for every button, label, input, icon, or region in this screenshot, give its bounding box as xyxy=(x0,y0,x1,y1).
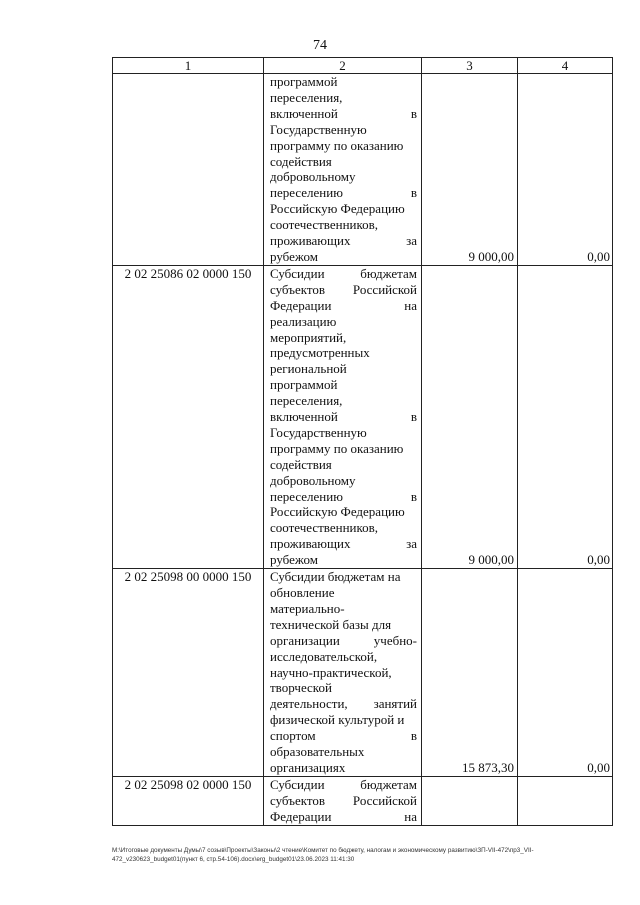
description-word: спортом xyxy=(270,728,316,744)
description-line xyxy=(270,649,417,665)
description-word: Российской xyxy=(352,281,417,297)
description-word: в xyxy=(410,185,417,201)
description-word: Государственную xyxy=(270,121,367,137)
description-word: реализацию xyxy=(270,313,337,329)
description-word: добровольному xyxy=(270,472,356,488)
description-word: включенной xyxy=(270,409,338,425)
description-line xyxy=(270,601,417,617)
budget-code-cell: 2 02 25086 02 0000 150 xyxy=(113,265,264,568)
description-line xyxy=(270,393,417,409)
description-word: Субсидии xyxy=(270,776,325,792)
description-word: субъектов xyxy=(270,281,326,297)
description-word: в xyxy=(410,409,417,425)
description-word: переселения, xyxy=(270,393,343,409)
page-number: 74 xyxy=(313,38,327,53)
description-word: включенной xyxy=(270,105,338,121)
description-line xyxy=(270,282,417,298)
description-word: мероприятий, xyxy=(270,329,347,345)
header-col-2: 2 xyxy=(264,58,422,74)
table-row xyxy=(113,265,613,568)
description-line xyxy=(270,536,417,552)
amount-col4-cell: 0,00 xyxy=(518,74,613,266)
description-line xyxy=(270,425,417,441)
description-line xyxy=(270,809,417,825)
description-line xyxy=(270,201,417,217)
description-word: исследовательской, xyxy=(270,648,378,664)
description-word: в xyxy=(410,488,417,504)
description-line xyxy=(270,185,417,201)
amount-col3-cell: 9 000,00 xyxy=(422,265,518,568)
description-word: проживающих xyxy=(270,536,351,552)
description-line xyxy=(270,169,417,185)
description-line xyxy=(270,90,417,106)
description-cell xyxy=(264,265,422,568)
description-word: обновление xyxy=(270,585,335,600)
description-line xyxy=(270,330,417,346)
description-line xyxy=(270,266,417,282)
description-word: деятельности, xyxy=(270,696,348,712)
description-line xyxy=(270,712,417,728)
description-word: Государственную xyxy=(270,424,367,440)
description-line xyxy=(270,665,417,681)
description-line xyxy=(270,489,417,505)
budget-table xyxy=(112,57,613,826)
description-word: Федерации xyxy=(270,297,332,313)
description-word: программу по оказанию xyxy=(270,440,404,456)
table-row xyxy=(113,776,613,825)
table-header-row xyxy=(113,58,613,74)
description-line xyxy=(270,233,417,249)
table-row xyxy=(113,74,613,266)
description-line xyxy=(270,696,417,712)
description-line xyxy=(270,744,417,760)
amount-col3-cell xyxy=(422,776,518,825)
description-word: Субсидии xyxy=(270,265,325,281)
file-path-footer xyxy=(112,847,614,864)
description-line xyxy=(270,74,417,90)
description-word: субъектов xyxy=(270,792,326,808)
description-word: переселению xyxy=(270,488,343,504)
description-line xyxy=(270,409,417,425)
description-word: региональной xyxy=(270,361,347,377)
description-line xyxy=(270,154,417,170)
description-word: соотечественников, xyxy=(270,217,379,233)
description-word: физической культурой и xyxy=(270,712,405,728)
description-word: Российской xyxy=(352,792,417,808)
header-col-3: 3 xyxy=(422,58,518,74)
description-word: переселения, xyxy=(270,89,343,105)
description-line xyxy=(270,138,417,154)
description-line xyxy=(270,777,417,793)
description-line xyxy=(270,473,417,489)
description-word: Субсидии бюджетам на xyxy=(270,569,401,585)
description-line xyxy=(270,122,417,138)
description-word: бюджетам xyxy=(360,265,417,281)
description-line xyxy=(270,617,417,633)
description-word: творческой xyxy=(270,680,332,696)
budget-code-cell: 2 02 25098 02 0000 150 xyxy=(113,776,264,825)
description-word: добровольному xyxy=(270,169,356,185)
description-line xyxy=(270,457,417,473)
description-line xyxy=(270,298,417,314)
description-word: в xyxy=(410,728,417,744)
description-word: учебно- xyxy=(373,632,417,648)
description-word: Российскую Федерацию xyxy=(270,504,405,520)
description-word: соотечественников, xyxy=(270,520,379,536)
description-line xyxy=(270,345,417,361)
description-word: образовательных xyxy=(270,744,365,760)
description-line xyxy=(270,249,417,265)
description-word: рубежом xyxy=(270,552,319,568)
amount-col3-cell: 15 873,30 xyxy=(422,569,518,777)
table-body xyxy=(113,74,613,826)
description-word: научно-практической, xyxy=(270,664,392,680)
description-word: организации xyxy=(270,632,340,648)
description-line xyxy=(270,569,417,585)
description-word: переселению xyxy=(270,185,343,201)
description-word: Российскую Федерацию xyxy=(270,201,405,217)
description-line xyxy=(270,361,417,377)
description-word: занятий xyxy=(373,696,417,712)
description-word: технической базы для xyxy=(270,616,392,632)
description-word: бюджетам xyxy=(360,776,417,792)
amount-col4-cell: 0,00 xyxy=(518,265,613,568)
description-line xyxy=(270,441,417,457)
description-cell xyxy=(264,74,422,266)
description-word: на xyxy=(404,808,417,824)
description-line xyxy=(270,520,417,536)
description-line xyxy=(270,377,417,393)
description-word: за xyxy=(406,536,417,552)
amount-col4-cell xyxy=(518,776,613,825)
footer-line-2: 472_v230623_budget01(пункт 6, стр.54-106).docx\erg_budget01\23.06.2023 11:41:30 xyxy=(112,855,355,863)
description-line xyxy=(270,760,417,776)
description-line xyxy=(270,217,417,233)
amount-col4-cell: 0,00 xyxy=(518,569,613,777)
description-line xyxy=(270,106,417,122)
header-col-4: 4 xyxy=(518,58,613,74)
description-word: проживающих xyxy=(270,233,351,249)
description-word: организациях xyxy=(270,759,346,775)
description-word: содействия xyxy=(270,456,332,472)
description-word: за xyxy=(406,233,417,249)
description-line xyxy=(270,680,417,696)
description-cell xyxy=(264,776,422,825)
description-word: программой xyxy=(270,74,338,89)
description-word: программу по оказанию xyxy=(270,137,404,153)
description-word: рубежом xyxy=(270,248,319,264)
description-word: программой xyxy=(270,377,338,393)
footer-line-1: M:\Итоговые документы Думы\7 созыв\Проекты\Законы\2 чтение\Комитет по бюджету, налогам и экономическому развитию\ЗП-VII-472\пр3_VII- xyxy=(112,847,534,854)
description-word: на xyxy=(404,297,417,313)
description-line xyxy=(270,314,417,330)
table-row xyxy=(113,569,613,777)
header-col-1: 1 xyxy=(113,58,264,74)
description-line xyxy=(270,504,417,520)
description-line xyxy=(270,728,417,744)
description-word: содействия xyxy=(270,153,332,169)
budget-code-cell xyxy=(113,74,264,266)
budget-code-cell: 2 02 25098 00 0000 150 xyxy=(113,569,264,777)
amount-col3-cell: 9 000,00 xyxy=(422,74,518,266)
description-line xyxy=(270,552,417,568)
description-word: в xyxy=(410,105,417,121)
description-line xyxy=(270,633,417,649)
description-line xyxy=(270,585,417,601)
description-word: материально- xyxy=(270,600,345,616)
description-cell xyxy=(264,569,422,777)
description-line xyxy=(270,793,417,809)
description-word: Федерации xyxy=(270,808,332,824)
description-word: предусмотренных xyxy=(270,345,370,361)
